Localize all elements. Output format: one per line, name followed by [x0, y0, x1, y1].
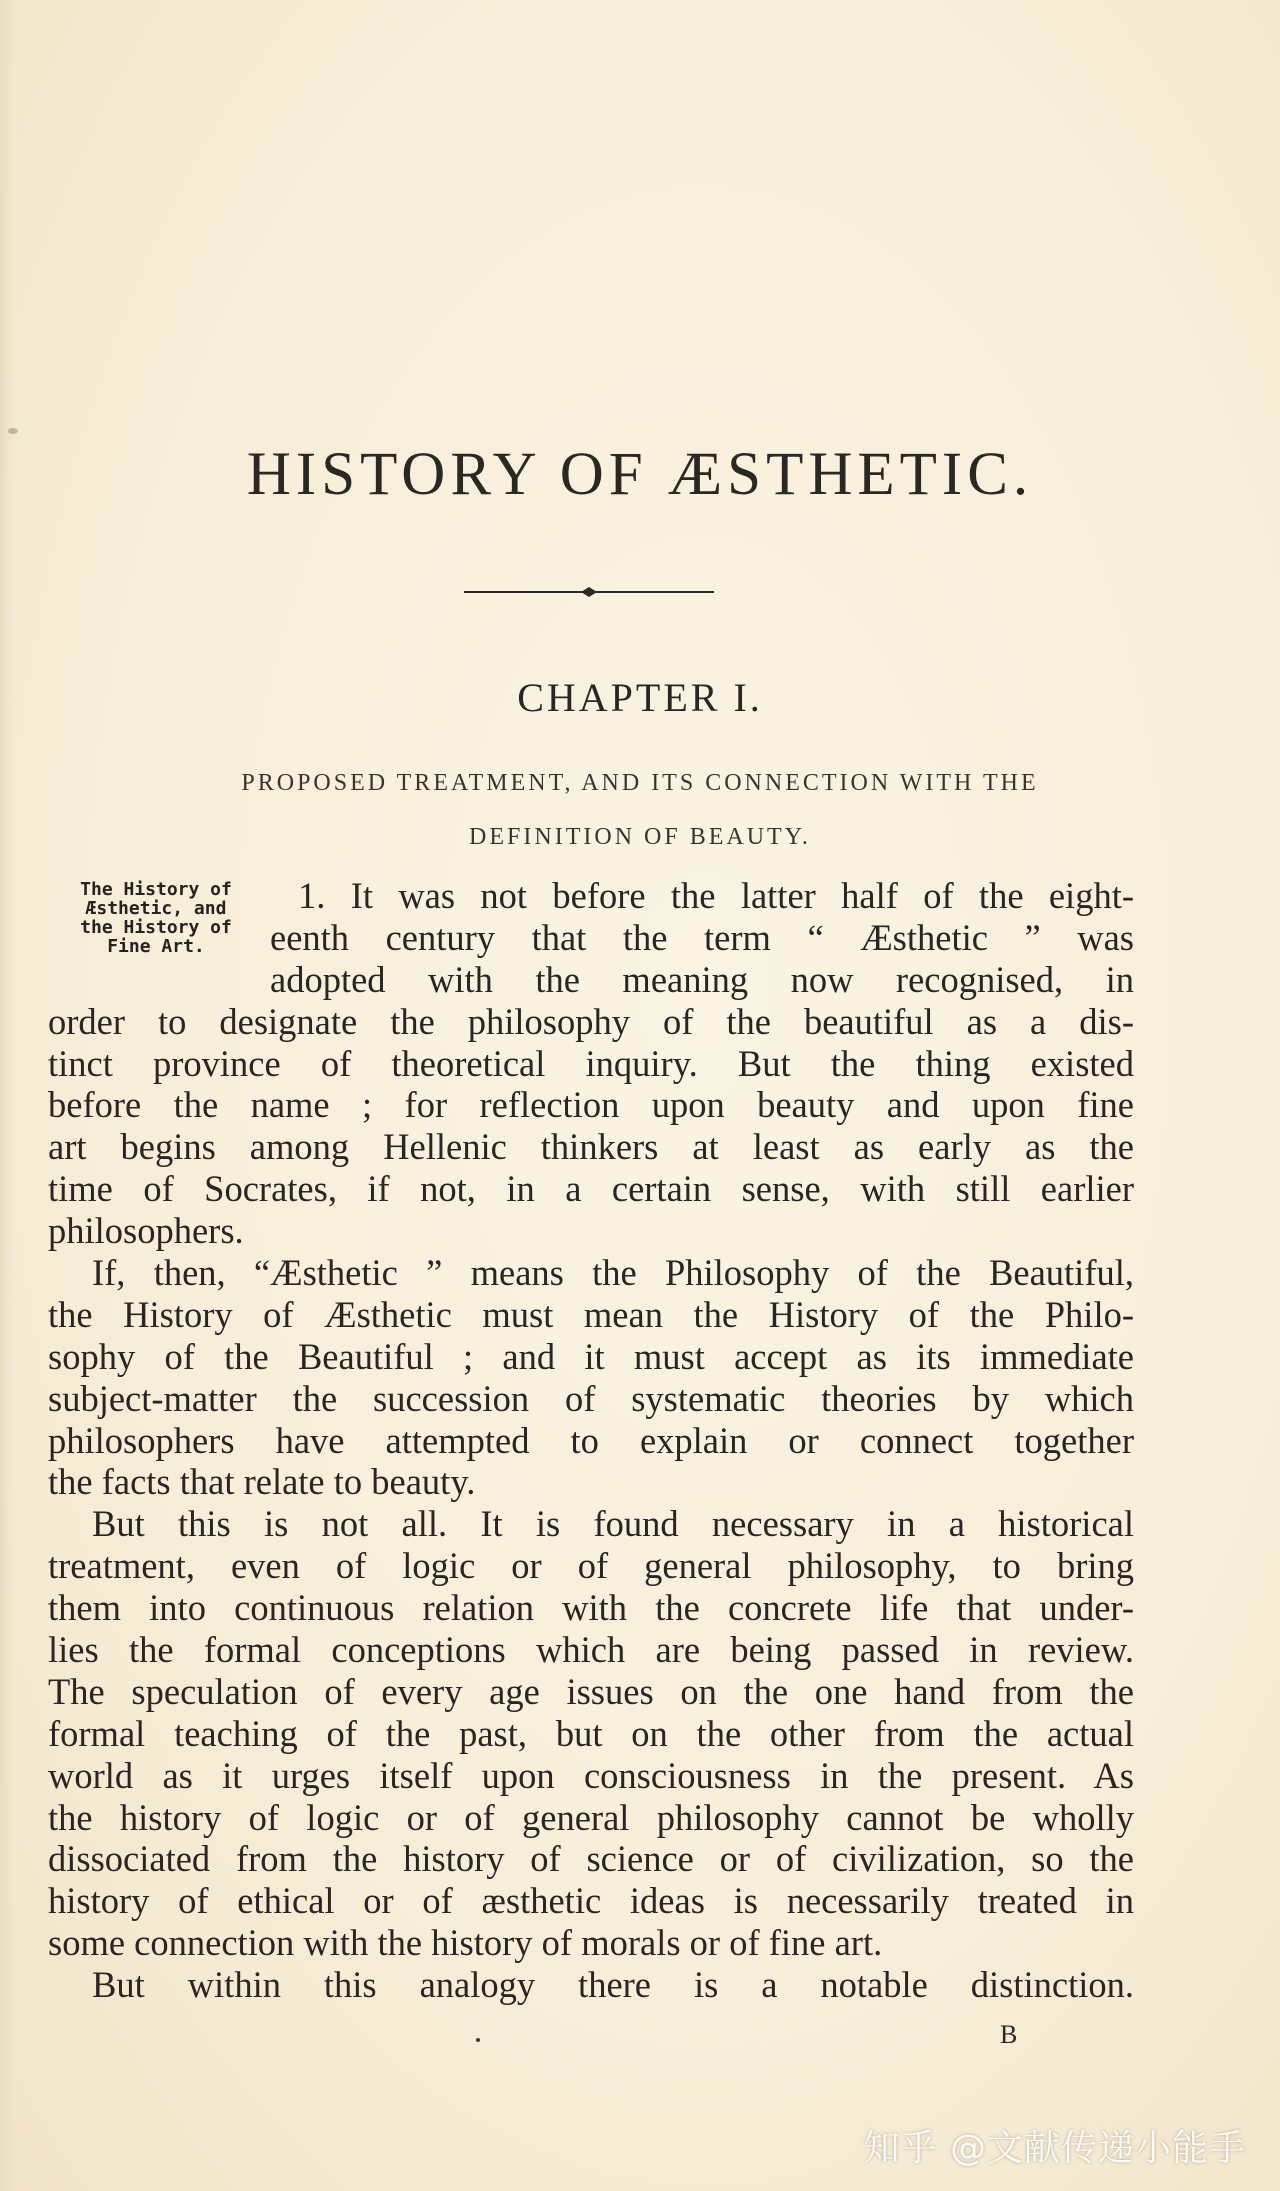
text-line: time of Socrates, if not, in a certain sense, with still earlier: [48, 1168, 1134, 1210]
text-line: before the name ; for reflection upon beauty and upon fine: [48, 1084, 1134, 1126]
text-line: philosophers have attempted to explain or connect together: [48, 1419, 1134, 1461]
text-line: them into continuous relation with the concrete life that under-: [48, 1587, 1134, 1629]
text-line: history of ethical or of æsthetic ideas is necessarily treated in: [48, 1880, 1134, 1922]
margin-note-line: the History of: [80, 917, 232, 938]
text-line: The speculation of every age issues on the one hand from the: [48, 1670, 1134, 1712]
text-line: If, then, “Æsthetic ” means the Philosophy of the Beautiful,: [92, 1252, 1134, 1294]
text-line: lies the formal conceptions which are being passed in review.: [48, 1629, 1134, 1671]
text-line: the History of Æsthetic must mean the History of the Philo-: [48, 1293, 1134, 1335]
text-line: formal teaching of the past, but on the other from the actual: [48, 1712, 1134, 1754]
book-title: HISTORY OF ÆSTHETIC.: [246, 441, 1034, 508]
chapter-subtitle: [90, 756, 1190, 864]
body-text: [48, 875, 1134, 2006]
ornament-divider-icon: [464, 584, 714, 600]
margin-note-line: Fine Art.: [107, 936, 205, 957]
chapter-heading: CHAPTER I.: [517, 675, 763, 720]
text-line: dissociated from the history of science or of civilization, so the: [48, 1838, 1134, 1880]
text-line: order to designate the philosophy of the beautiful as a dis-: [48, 1000, 1134, 1042]
subtitle-line: PROPOSED TREATMENT, AND ITS CONNECTION WITH THE: [241, 770, 1039, 796]
watermark: 知乎 @文献传递小能手: [863, 2128, 1246, 2169]
text-line: eenth century that the term “ Æsthetic ” was: [270, 916, 1134, 958]
text-line: tinct province of theoretical inquiry. But the thing existed: [48, 1042, 1134, 1084]
page-speck: [8, 428, 18, 434]
text-line: the history of logic or of general philosophy cannot be wholly: [48, 1796, 1134, 1838]
text-line: treatment, even of logic or of general philosophy, to bring: [48, 1545, 1134, 1587]
signature-mark: B: [1000, 2020, 1018, 2049]
page-dot: [476, 2038, 480, 2042]
text-line: subject-matter the succession of systematic theories by which: [48, 1377, 1134, 1419]
text-line: world as it urges itself upon consciousness in the present. As: [48, 1754, 1134, 1796]
text-line: art begins among Hellenic thinkers at least as early as the: [48, 1126, 1134, 1168]
subtitle-line: DEFINITION OF BEAUTY.: [469, 824, 811, 850]
text-line: some connection with the history of morals or of fine art.: [48, 1922, 883, 1964]
text-line: the facts that relate to beauty.: [48, 1461, 476, 1503]
text-line: sophy of the Beautiful ; and it must accept as its immediate: [48, 1335, 1134, 1377]
text-line: But this is not all. It is found necessary in a historical: [92, 1503, 1134, 1545]
text-line: 1. It was not before the latter half of the eight-: [298, 875, 1134, 916]
text-line: adopted with the meaning now recognised, in: [270, 958, 1134, 1000]
text-line: philosophers.: [48, 1210, 244, 1252]
margin-note-line: The History of: [80, 879, 232, 900]
page-edge-shadow: [0, 0, 14, 2191]
margin-note-line: Æsthetic, and: [85, 898, 227, 919]
text-line: But within this analogy there is a notable distinction.: [92, 1964, 1134, 2006]
